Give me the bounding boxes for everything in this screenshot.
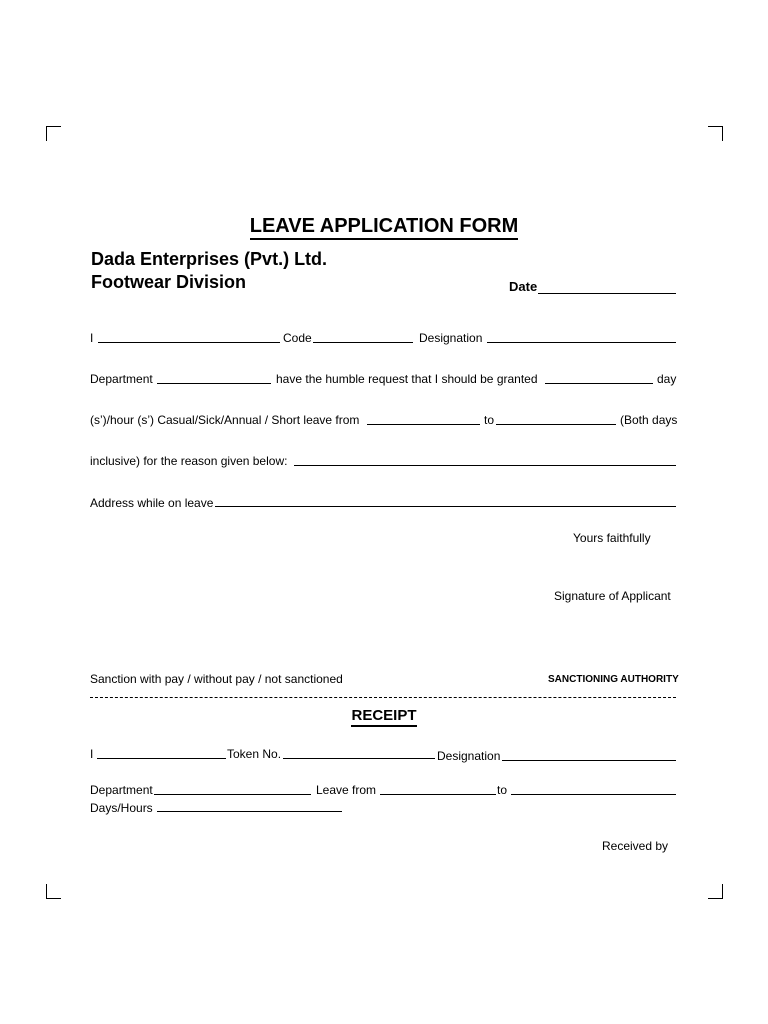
code-label: Code xyxy=(283,331,312,345)
department-field[interactable] xyxy=(157,383,271,384)
receipt-leave-to-field[interactable] xyxy=(511,794,676,795)
day-label: day xyxy=(657,372,677,386)
company-name: Dada Enterprises (Pvt.) Ltd. xyxy=(91,249,328,269)
form-title: LEAVE APPLICATION FORM xyxy=(0,214,768,238)
signature-label: Signature of Applicant xyxy=(554,589,671,603)
days-hours-label: Days/Hours xyxy=(90,801,153,815)
leave-type-text: (s’)/hour (s’) Casual/Sick/Annual / Short leave from xyxy=(90,413,360,427)
receipt-leave-from-label: Leave from xyxy=(316,783,377,797)
receipt-to-label: to xyxy=(497,783,508,797)
date-label: Date xyxy=(509,279,538,294)
receipt-name-field[interactable] xyxy=(97,758,226,759)
designation-field[interactable] xyxy=(487,342,676,343)
receipt-name-label: I xyxy=(90,747,94,761)
address-label: Address while on leave xyxy=(90,496,214,510)
receipt-leave-from-field[interactable] xyxy=(380,794,496,795)
crop-mark-bottom-right xyxy=(708,884,723,899)
yours-faithfully: Yours faithfully xyxy=(573,531,651,545)
crop-mark-top-right xyxy=(708,126,723,141)
receipt-designation-label: Designation xyxy=(437,749,501,763)
applicant-name-field[interactable] xyxy=(98,342,280,343)
crop-mark-bottom-left xyxy=(46,884,61,899)
crop-mark-top-left xyxy=(46,126,61,141)
receipt-department-field[interactable] xyxy=(154,794,311,795)
days-hours-field[interactable] xyxy=(157,811,342,812)
department-label: Department xyxy=(90,372,153,386)
applicant-name-label: I xyxy=(90,331,94,345)
division-name: Footwear Division xyxy=(91,272,247,292)
designation-label: Designation xyxy=(419,331,483,345)
leave-to-field[interactable] xyxy=(496,424,616,425)
token-label: Token No. xyxy=(227,747,282,761)
leave-from-field[interactable] xyxy=(367,424,480,425)
receipt-designation-field[interactable] xyxy=(502,760,676,761)
receipt-department-label: Department xyxy=(90,783,153,797)
to-label: to xyxy=(484,413,495,427)
both-days-text: (Both days xyxy=(620,413,678,427)
date-field[interactable] xyxy=(538,293,676,294)
sanction-text: Sanction with pay / without pay / not sanctioned xyxy=(90,672,343,686)
days-granted-field[interactable] xyxy=(545,383,653,384)
sanctioning-authority: SANCTIONING AUTHORITY xyxy=(548,674,679,685)
reason-label: inclusive) for the reason given below: xyxy=(90,454,288,468)
cut-line xyxy=(90,697,676,698)
reason-field[interactable] xyxy=(294,465,676,466)
token-field[interactable] xyxy=(283,758,435,759)
receipt-title: RECEIPT xyxy=(0,707,768,725)
code-field[interactable] xyxy=(313,342,413,343)
address-field[interactable] xyxy=(215,506,676,507)
received-by-label: Received by xyxy=(602,839,669,853)
request-text: have the humble request that I should be granted xyxy=(276,372,538,386)
